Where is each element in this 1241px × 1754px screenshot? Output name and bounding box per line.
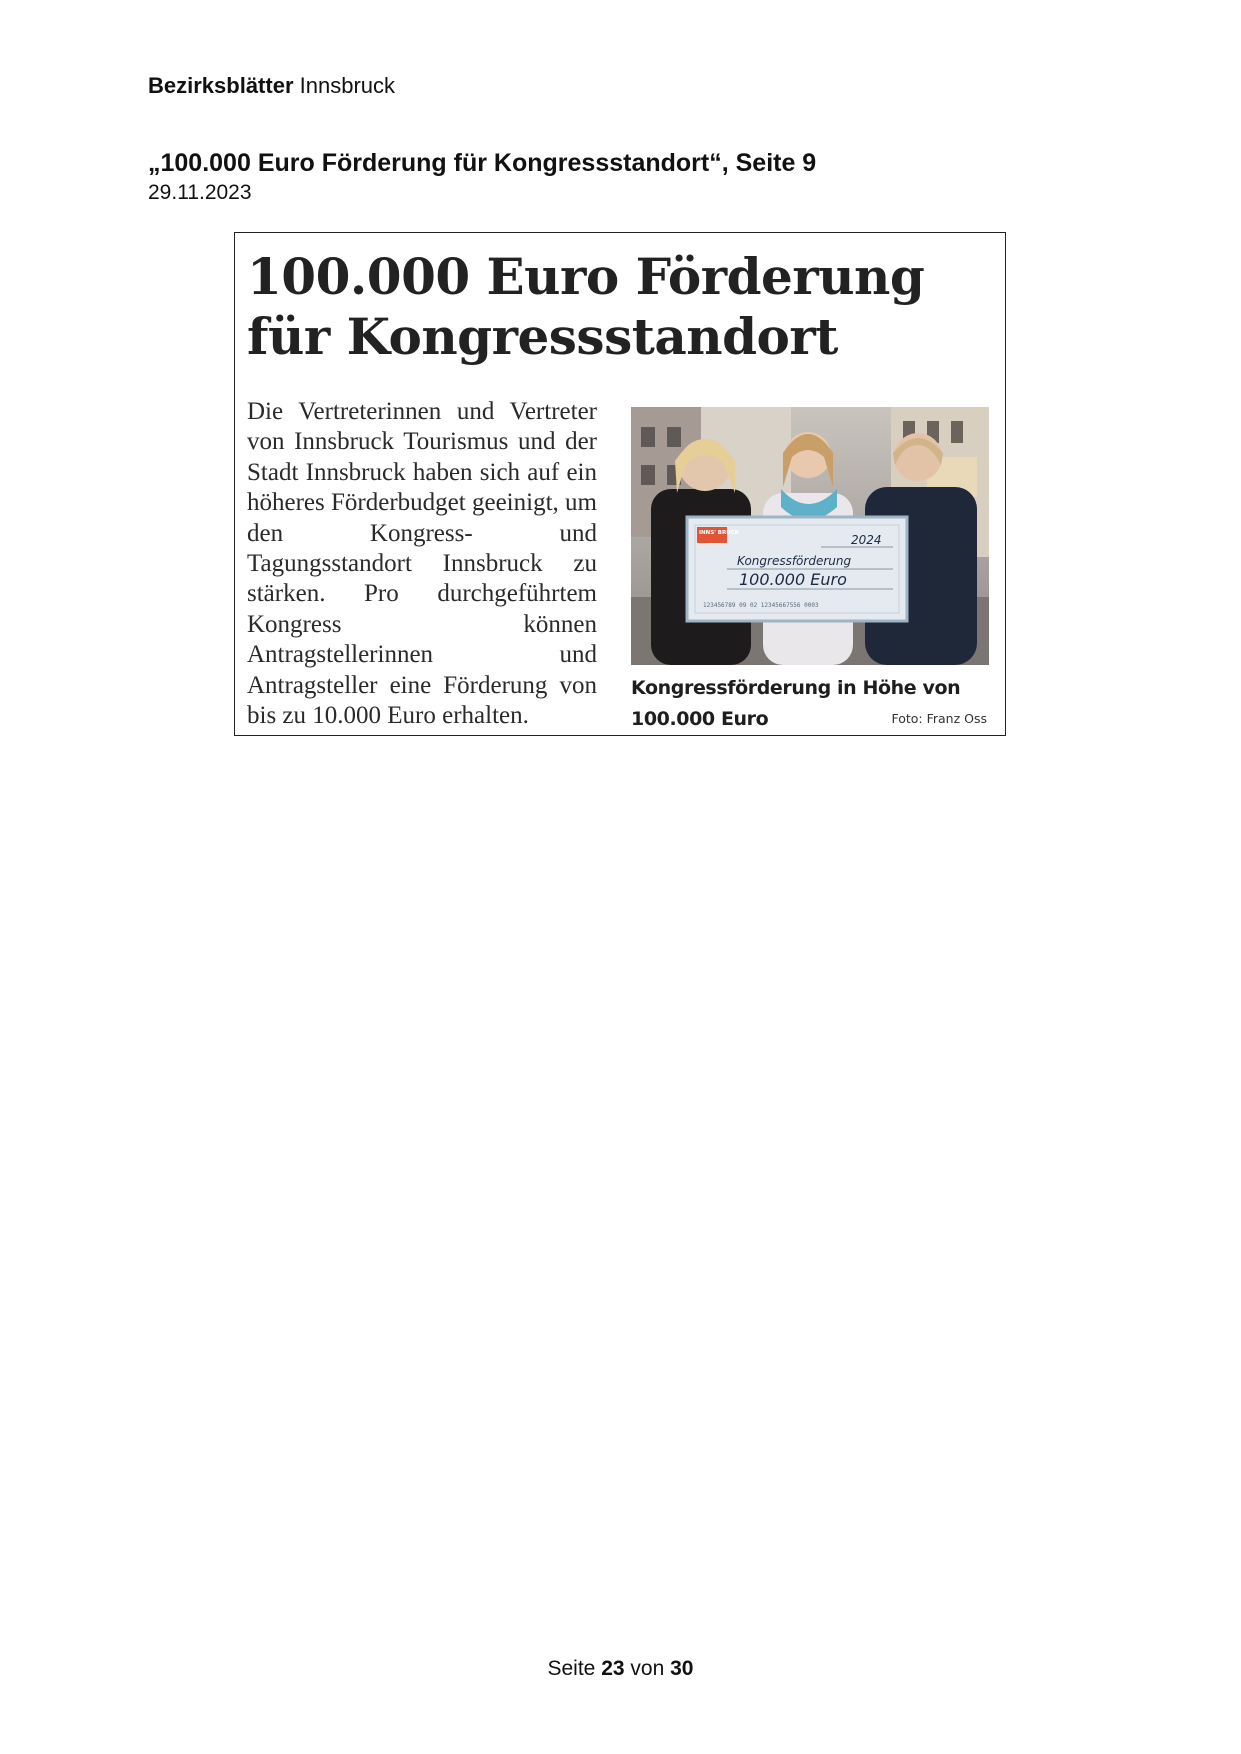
clipping-title (247, 247, 999, 367)
article-headline: „100.000 Euro Förderung für Kongressstandort“, Seite 9 (148, 149, 817, 177)
page-of: von (630, 1657, 665, 1680)
check-year: 2024 (851, 533, 882, 547)
publication-name: Bezirksblätter (148, 73, 294, 98)
newspaper-clipping (234, 232, 1006, 736)
check-brand: INNS' BRUCK (699, 530, 740, 536)
presentation-check (687, 517, 907, 621)
photo-illustration (631, 407, 989, 665)
clipping-title-line-1: 100.000 Euro Förderung (247, 247, 925, 306)
check-amount: 100.000 Euro (739, 570, 847, 589)
publication-region: Innsbruck (299, 73, 396, 98)
clipping-title-line-2: für Kongressstandort (247, 307, 838, 366)
clipping-photo (631, 407, 989, 665)
photo-credit: Foto: Franz Oss (891, 711, 987, 726)
check-numbers: 123456789 09 02 12345667556 0003 (703, 602, 819, 609)
clipping-body-text: Die Vertreterinnen und Vertreter von Innsbruck Tourismus und der Stadt Innsbruck haben sich auf ein höheres Förderbudget geeinigt, um den Kongress- und Tagungsstandort Innsbruck zu stärken. Pro durchgeführtem Kongress können Antragstellerinnen und Antragsteller eine Förderung von bis zu 10.000 Euro erhalten. (247, 398, 597, 730)
page-total: 30 (670, 1657, 694, 1680)
page-current: 23 (601, 1657, 625, 1680)
check-purpose: Kongressförderung (737, 554, 852, 568)
article-date: 29.11.2023 (148, 181, 252, 204)
publication-line (148, 72, 395, 100)
page-prefix: Seite (547, 1657, 596, 1680)
page-number (0, 1656, 1241, 1682)
photo-caption: Kongressförderung in Höhe von 100.000 Euro (631, 677, 961, 730)
